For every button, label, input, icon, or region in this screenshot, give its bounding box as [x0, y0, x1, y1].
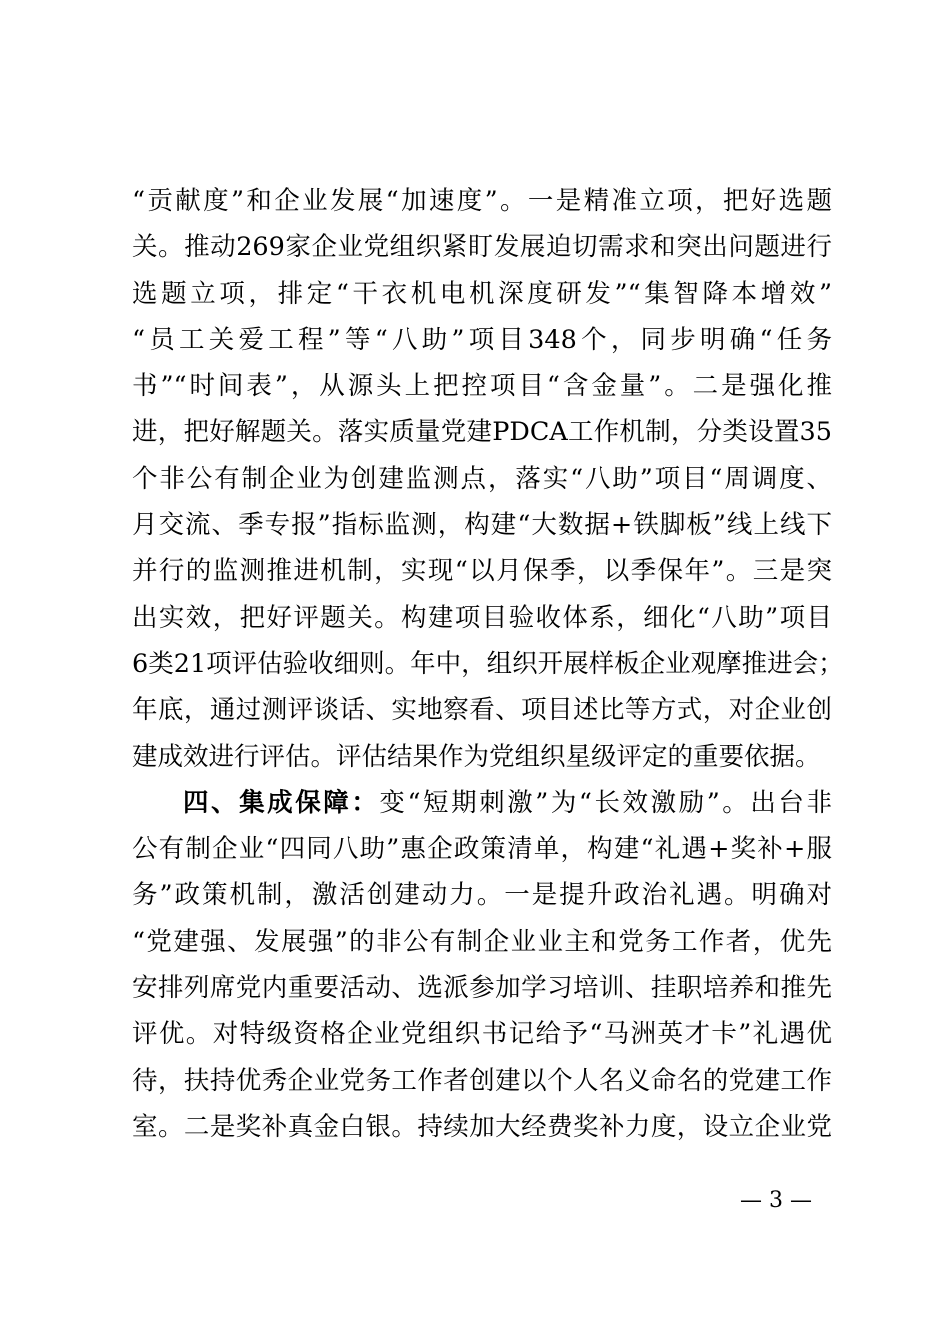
text-line: 6类21项评估验收细则。年中，组织开展样板企业观摩推进会； [132, 648, 844, 679]
text-line: 评优。对特级资格企业党组织书记给予“马洲英才卡”礼遇优 [132, 1019, 832, 1050]
text-line: “党建强、发展强”的非公有制企业业主和党务工作者，优先 [132, 926, 832, 957]
text-line: “贡献度”和企业发展“加速度”。一是精准立项，把好选题 [132, 186, 832, 216]
text-line: “员工关爱工程”等“八助”项目348个，同步明确“任务 [132, 324, 832, 355]
text-line: 待，扶持优秀企业党务工作者创建以个人名义命名的党建工作 [132, 1065, 832, 1096]
section-first-line [132, 780, 832, 826]
section-heading-rest: 变“短期刺激”为“长效激励”。出台非 [379, 787, 832, 818]
text-line: 并行的监测推进机制，实现“以月保季，以季保年”。三是突 [132, 556, 832, 587]
text-line: 安排列席党内重要活动、选派参加学习培训、挂职培养和推先 [132, 973, 832, 1004]
text-line: 年底，通过测评谈话、实地察看、项目述比等方式，对企业创 [132, 695, 832, 726]
body-text [132, 178, 844, 1150]
text-line: 建成效进行评估。评估结果作为党组织星级评定的重要依据。 [132, 741, 821, 772]
text-line: 室。二是奖补真金白银。持续加大经费奖补力度，设立企业党 [132, 1111, 832, 1142]
page-number: — 3 — [740, 1188, 812, 1213]
text-line: 务”政策机制，激活创建动力。一是提升政治礼遇。明确对 [132, 880, 832, 911]
text-line: 个非公有制企业为创建监测点，落实“八助”项目“周调度、 [132, 463, 832, 494]
section-heading: 四、集成保障： [183, 787, 380, 818]
text-line: 进，把好解题关。落实质量党建PDCA工作机制，分类设置35 [132, 417, 832, 448]
text-line: 月交流、季专报”指标监测，构建“大数据+铁脚板”线上线下 [132, 510, 832, 541]
text-line: 公有制企业“四同八助”惠企政策清单，构建“礼遇+奖补+服 [132, 834, 832, 865]
text-line: 选题立项，排定“干衣机电机深度研发”“集智降本增效” [132, 278, 832, 309]
text-line: 关。推动269家企业党组织紧盯发展迫切需求和突出问题进行 [132, 232, 832, 263]
text-line: 书”“时间表”，从源头上把控项目“含金量”。二是强化推 [132, 371, 832, 402]
text-line: 出实效，把好评题关。构建项目验收体系，细化“八助”项目 [132, 602, 832, 633]
